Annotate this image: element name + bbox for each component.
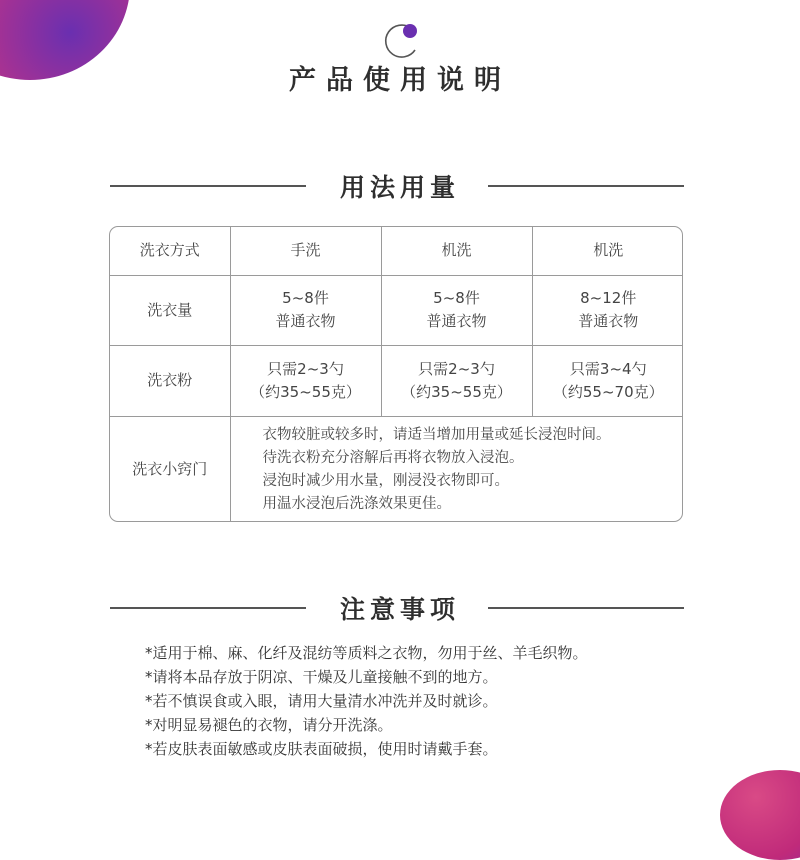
note-item: *若不慎误食或入眼，请用大量清水冲洗并及时就诊。: [145, 692, 498, 710]
usage-section-header: [0, 166, 800, 206]
tips-cell: [230, 416, 683, 522]
tip-line: 浸泡时减少用水量，刚浸没衣物即可。: [262, 472, 509, 489]
note-item: *对明显易褪色的衣物，请分开洗涤。: [145, 716, 393, 734]
decorative-blob-bottom-right: [720, 770, 800, 860]
table-cell: 5~8件 普通衣物: [381, 275, 532, 345]
note-item: *适用于棉、麻、化纤及混纺等质料之衣物，勿用于丝、羊毛织物。: [145, 644, 588, 662]
tip-line: 衣物较脏或较多时，请适当增加用量或延长浸泡时间。: [262, 426, 611, 443]
row-label-tips: 洗衣小窍门: [110, 416, 230, 522]
note-item: *请将本品存放于阴凉、干燥及儿童接触不到的地方。: [145, 668, 498, 686]
tip-line: 待洗衣粉充分溶解后再将衣物放入浸泡。: [262, 449, 524, 466]
table-cell: 只需2~3勺 （约35~55克）: [230, 345, 381, 416]
notes-list: [145, 641, 588, 761]
divider-right: [488, 185, 684, 187]
header-cell-machine-wash-2: 机洗: [532, 227, 683, 275]
table-row-tips: [110, 416, 683, 522]
table-cell: 只需3~4勺 （约55~70克）: [532, 345, 683, 416]
table-row-load: [110, 275, 683, 345]
table-cell: 只需2~3勺 （约35~55克）: [381, 345, 532, 416]
notes-section-header: [0, 588, 800, 628]
row-label-load: 洗衣量: [110, 275, 230, 345]
usage-section-title: 用法用量: [339, 173, 460, 202]
divider-right: [488, 607, 684, 609]
page-title: 产品使用说明: [289, 65, 511, 96]
table-cell: 5~8件 普通衣物: [230, 275, 381, 345]
table-row-powder: [110, 345, 683, 416]
row-label-powder: 洗衣粉: [110, 345, 230, 416]
notes-section-title: 注意事项: [339, 595, 460, 624]
usage-table: [109, 226, 683, 522]
table-header-row: [110, 227, 683, 275]
note-item: *若皮肤表面敏感或皮肤表面破损，使用时请戴手套。: [145, 740, 498, 758]
header-cell-machine-wash: 机洗: [381, 227, 532, 275]
table-cell: 8~12件 普通衣物: [532, 275, 683, 345]
header-cell-hand-wash: 手洗: [230, 227, 381, 275]
header-cell-method: 洗衣方式: [110, 227, 230, 275]
tip-line: 用温水浸泡后洗涤效果更佳。: [262, 495, 451, 512]
brand-logo-icon: [381, 20, 421, 60]
